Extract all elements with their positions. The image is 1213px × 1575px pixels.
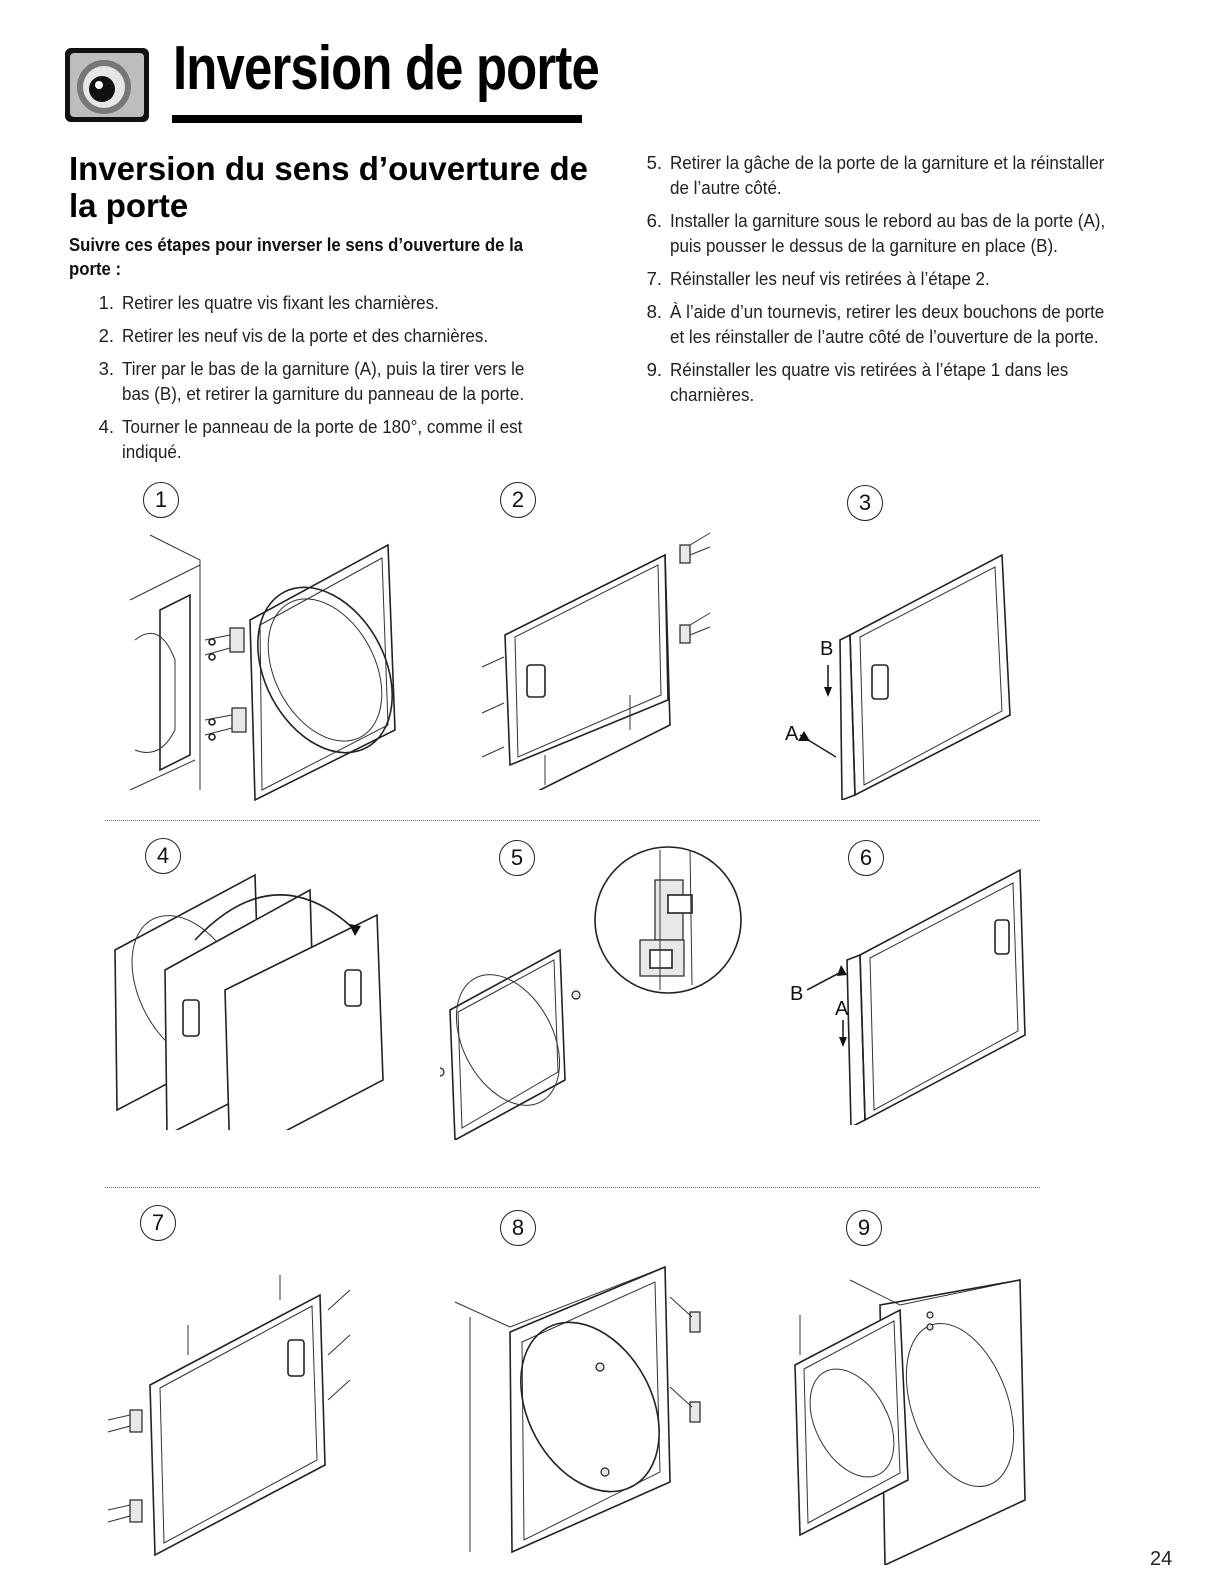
callout-a-label: A bbox=[835, 998, 849, 1020]
step-item: 7. Réinstaller les neuf vis retirées à l’étape 2. bbox=[646, 268, 990, 289]
figure-step-badge: 9 bbox=[846, 1210, 882, 1246]
figure-1-remove-hinge-screws bbox=[120, 530, 410, 810]
figure-divider bbox=[105, 1187, 1040, 1188]
step-item: 6. Installer la garniture sous le rebord au bas de la porte (A), puis pousser le dessus de la garniture en place (B). bbox=[646, 210, 1106, 256]
figure-9-reinstall-hinge-screws bbox=[790, 1275, 1040, 1570]
figure-step-badge: 7 bbox=[140, 1205, 176, 1241]
steps-list-right bbox=[638, 150, 1148, 415]
callout-b-label: B bbox=[820, 638, 834, 660]
figure-3-remove-trim bbox=[780, 535, 1030, 805]
figure-2-remove-door-screws bbox=[470, 525, 730, 795]
step-item: 3. Tirer par le bas de la garniture (A), puis la tirer vers le bas (B), et retirer la garniture du panneau de la porte. bbox=[98, 358, 525, 404]
figure-step-badge: 2 bbox=[500, 482, 536, 518]
figure-divider bbox=[105, 820, 1040, 821]
figure-7-reinstall-screws bbox=[100, 1270, 370, 1575]
section-title: Inversion du sens d’ouverture de la porte bbox=[69, 150, 588, 224]
step-item: 2. Retirer les neuf vis de la porte et des charnières. bbox=[98, 325, 489, 346]
step-item: 9. Réinstaller les quatre vis retirées à l’étape 1 dans les charnières. bbox=[646, 359, 1069, 405]
callout-a-label: A bbox=[785, 723, 799, 745]
step-item: 5. Retirer la gâche de la porte de la garniture et la réinstaller de l’autre côté. bbox=[646, 152, 1105, 198]
page-number: 24 bbox=[1150, 1548, 1173, 1570]
figure-4-rotate-panel bbox=[105, 860, 395, 1135]
step-item: 1. Retirer les quatre vis fixant les charnières. bbox=[98, 292, 439, 313]
step-item: 8. À l’aide d’un tournevis, retirer les deux bouchons de porte et les réinstaller de l’autre côté de l’ouverture de la porte. bbox=[646, 301, 1105, 347]
callout-b-label: B bbox=[790, 983, 804, 1005]
figure-5-move-strike bbox=[440, 840, 750, 1145]
section-intro: Suivre ces étapes pour inverser le sens d’ouverture de la porte : bbox=[69, 235, 524, 279]
page-title: Inversion de porte bbox=[173, 34, 599, 103]
step-item: 4. Tourner le panneau de la porte de 180°, comme il est indiqué. bbox=[98, 416, 523, 462]
figure-step-badge: 1 bbox=[143, 482, 179, 518]
figure-6-install-trim bbox=[785, 865, 1035, 1130]
figure-step-badge: 6 bbox=[848, 840, 884, 876]
figure-step-badge: 3 bbox=[847, 485, 883, 521]
figure-step-badge: 4 bbox=[145, 838, 181, 874]
figure-step-badge: 5 bbox=[499, 840, 535, 876]
figure-8-move-door-plugs bbox=[450, 1262, 720, 1562]
door-reversal-header-icon bbox=[64, 47, 150, 123]
steps-list-left bbox=[90, 290, 570, 472]
title-underline bbox=[172, 115, 582, 123]
figure-step-badge: 8 bbox=[500, 1210, 536, 1246]
